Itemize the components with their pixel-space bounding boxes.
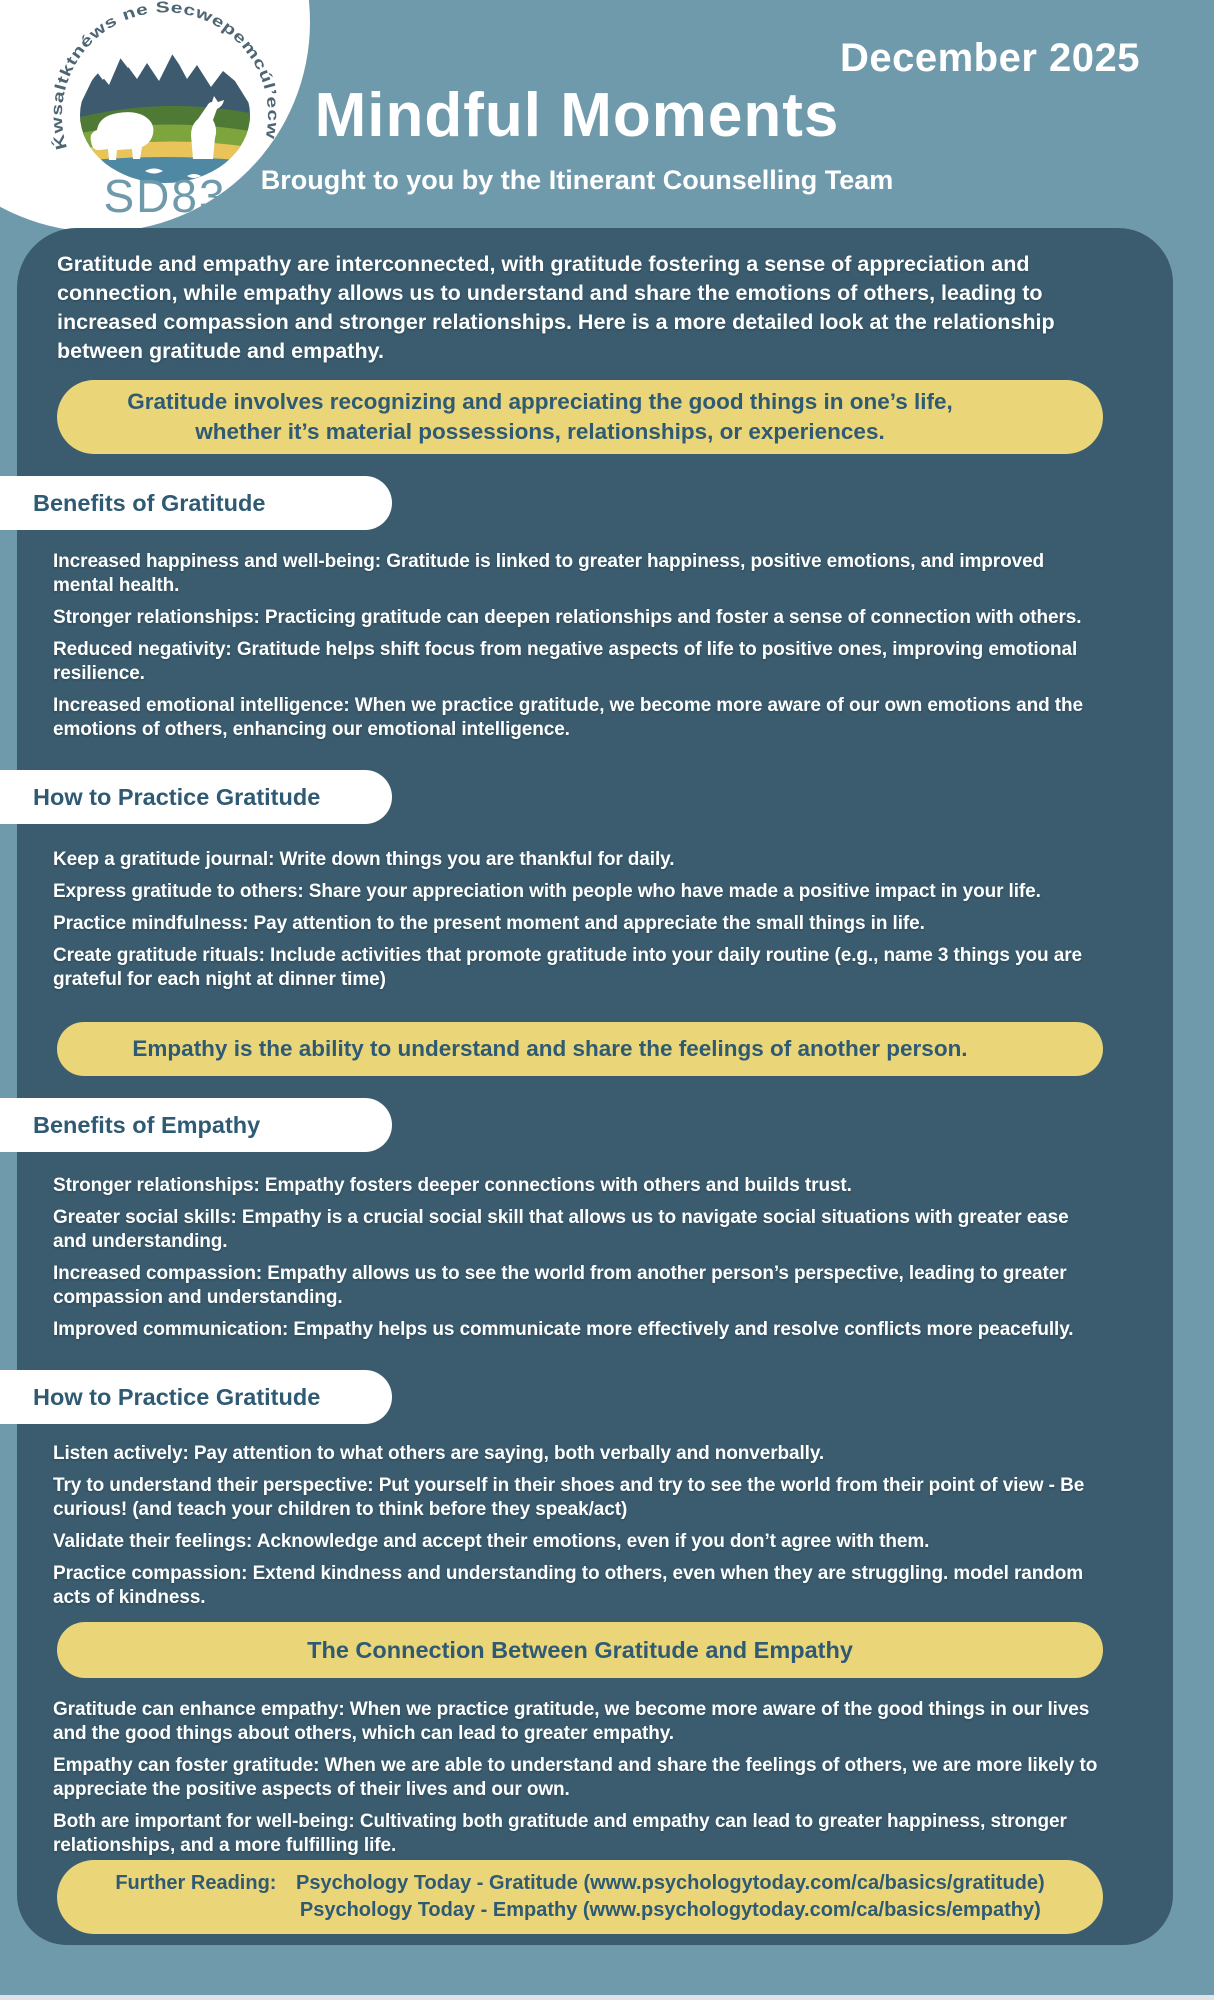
further-reading-link-gratitude[interactable]: Psychology Today - Gratitude (www.psychologytoday.com/ca/basics/gratitude) <box>296 1872 1045 1894</box>
benefits-of-empathy-list <box>53 1174 1099 1350</box>
benefits-of-gratitude-list <box>53 550 1099 750</box>
logo-district-label: SD83 <box>103 170 227 222</box>
section-tab-how-to-practice-empathy: How to Practice Gratitude <box>0 1370 392 1424</box>
list-item: Improved communication: Empathy helps us communicate more effectively and resolve conflicts more peacefully. <box>53 1319 1074 1340</box>
section-tab-benefits-of-gratitude: Benefits of Gratitude <box>0 476 392 530</box>
list-item: Stronger relationships: Empathy fosters deeper connections with others and builds trust. <box>53 1175 852 1196</box>
banner-line: Gratitude involves recognizing and appreciating the good things in one’s life, <box>127 389 953 414</box>
list-item: Practice mindfulness: Pay attention to the present moment and appreciate the small things in life. <box>53 913 925 934</box>
sd83-logo <box>45 0 325 235</box>
section-tab-benefits-of-empathy: Benefits of Empathy <box>0 1098 392 1152</box>
further-reading-banner <box>57 1860 1103 1934</box>
list-item: Empathy can foster gratitude: When we are able to understand and share the feelings of others, we are more likely to appreciate the positive aspects of their lives and our own. <box>53 1755 1098 1800</box>
empathy-definition-banner <box>57 1022 1103 1076</box>
list-item: Increased happiness and well-being: Gratitude is linked to greater happiness, positive emotions, and improved mental health. <box>53 551 1045 596</box>
logo-arc-text: Ḱwsaltktnéws ne Secwepemcúl’ecw <box>48 0 282 152</box>
how-to-practice-empathy-list <box>53 1442 1099 1618</box>
list-item: Keep a gratitude journal: Write down things you are thankful for daily. <box>53 849 675 870</box>
content-card <box>17 228 1173 1945</box>
banner-line: whether it’s material possessions, relationships, or experiences. <box>195 419 885 444</box>
list-item: Listen actively: Pay attention to what others are saying, both verbally and nonverbally. <box>53 1443 825 1464</box>
intro-paragraph: Gratitude and empathy are interconnected, with gratitude fostering a sense of appreciation and connection, while empathy allows us to understand and share the emotions of others, leading to increased compassion and stronger relationships. Here is a more detailed look at the relationship between gratitude and empathy. <box>57 252 1055 363</box>
banner-line: The Connection Between Gratitude and Empathy <box>307 1636 853 1663</box>
further-reading-label: Further Reading: <box>115 1872 282 1894</box>
list-item: Both are important for well-being: Cultivating both gratitude and empathy can lead to greater happiness, stronger relationships, and a more fulfilling life. <box>53 1811 1067 1856</box>
issue-date: December 2025 <box>839 36 1140 80</box>
page-subtitle: Brought to you by the Itinerant Counselling Team <box>260 165 894 195</box>
further-reading-link-empathy[interactable]: Psychology Today - Empathy (www.psychologytoday.com/ca/basics/empathy) <box>299 1899 1041 1921</box>
list-item: Reduced negativity: Gratitude helps shift focus from negative aspects of life to positive ones, improving emotional resilience. <box>53 639 1078 684</box>
list-item: Create gratitude rituals: Include activities that promote gratitude into your daily routine (e.g., name 3 things you are grateful for each night at dinner time) <box>53 945 1082 990</box>
gratitude-definition-banner <box>57 380 1103 454</box>
page-bottom-edge <box>0 1995 1214 2000</box>
list-item: Express gratitude to others: Share your appreciation with people who have made a positive impact in your life. <box>53 881 1041 902</box>
connection-list <box>53 1698 1099 1866</box>
connection-banner <box>57 1622 1103 1678</box>
page-title: Mindful Moments <box>314 81 840 150</box>
banner-line: Empathy is the ability to understand and share the feelings of another person. <box>132 1036 968 1061</box>
further-reading-links <box>296 1870 1045 1924</box>
list-item: Gratitude can enhance empathy: When we practice gratitude, we become more aware of the good things in our lives and the good things about others, which can lead to greater empathy. <box>53 1699 1090 1744</box>
list-item: Increased compassion: Empathy allows us to see the world from another person’s perspective, leading to greater compassion and understanding. <box>53 1263 1067 1308</box>
list-item: Practice compassion: Extend kindness and understanding to others, even when they are struggling. model random acts of kindness. <box>53 1563 1084 1608</box>
list-item: Increased emotional intelligence: When we practice gratitude, we become more aware of our own emotions and the emotions of others, enhancing our emotional intelligence. <box>53 695 1084 740</box>
how-to-practice-gratitude-list <box>53 848 1099 1000</box>
list-item: Stronger relationships: Practicing gratitude can deepen relationships and foster a sense of connection with others. <box>53 607 1082 628</box>
list-item: Greater social skills: Empathy is a crucial social skill that allows us to navigate social situations with greater ease and understanding. <box>53 1207 1069 1252</box>
further-reading-row <box>57 1870 1103 1924</box>
section-tab-how-to-practice-gratitude: How to Practice Gratitude <box>0 770 392 824</box>
list-item: Try to understand their perspective: Put yourself in their shoes and try to see the world from their point of view - Be curious! (and teach your children to think before they speak/act) <box>53 1475 1085 1520</box>
list-item: Validate their feelings: Acknowledge and accept their emotions, even if you don’t agree with them. <box>53 1531 930 1552</box>
